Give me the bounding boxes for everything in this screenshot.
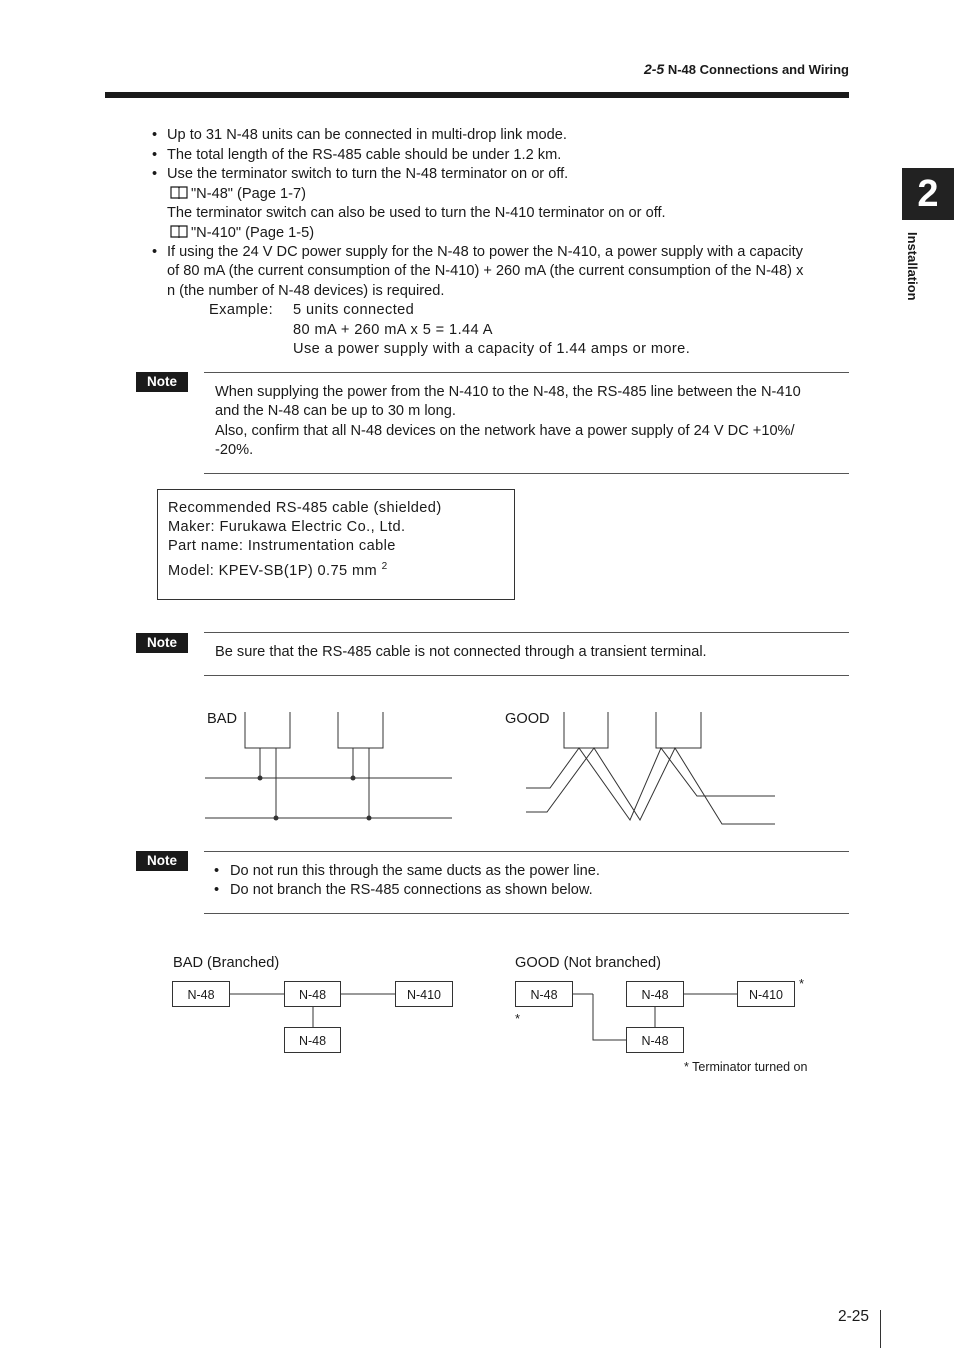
note-2-text: Be sure that the RS-485 cable is not connected through a transient terminal. — [215, 644, 707, 660]
node-n410: N-410 — [737, 981, 795, 1007]
note-1-line-4: -20%. — [215, 442, 254, 458]
note-rule-top — [204, 632, 849, 633]
note-badge: Note — [136, 372, 188, 392]
cable-spec-line-1: Recommended RS-485 cable (shielded) — [168, 500, 442, 516]
note-rule-bottom — [204, 913, 849, 914]
note-3-bullet-2: Do not branch the RS-485 connections as shown below. — [230, 882, 593, 898]
terminator-mark: * — [515, 1011, 521, 1026]
chapter-tab: 2 — [902, 168, 954, 220]
bullet-2: The total length of the RS-485 cable should be under 1.2 km. — [167, 147, 562, 163]
section-number: 2-5 — [643, 61, 665, 77]
bad-wiring — [205, 712, 452, 818]
bullet-3-continued: The terminator switch can also be used to turn the N-410 terminator on or off. — [167, 205, 666, 221]
example-label: Example: — [209, 302, 274, 318]
wiring-good-label: GOOD — [505, 711, 550, 727]
cable-spec-line-2: Maker: Furukawa Electric Co., Ltd. — [168, 519, 406, 535]
note-rule-bottom — [204, 675, 849, 676]
note-rule-top — [204, 851, 849, 852]
reference-text: "N-48" (Page 1-7) — [191, 186, 306, 202]
book-icon — [170, 225, 188, 238]
wiring-bad-label: BAD — [207, 711, 238, 727]
cable-spec-line-3: Part name: Instrumentation cable — [168, 538, 396, 554]
terminator-footnote: * Terminator turned on — [684, 1060, 808, 1074]
reference-link-n48[interactable] — [170, 185, 306, 205]
header-rule — [105, 92, 849, 98]
note-rule-bottom — [204, 473, 849, 474]
example-line-1: 5 units connected — [293, 302, 415, 318]
good-wiring — [526, 712, 775, 824]
node-n410: N-410 — [395, 981, 453, 1007]
cable-model: Model: KPEV-SB(1P) 0.75 mm — [168, 562, 378, 579]
book-icon — [170, 186, 188, 199]
reference-link-n410[interactable] — [170, 224, 314, 244]
bullet-dot: • — [152, 166, 158, 182]
page-number-bar — [880, 1310, 881, 1348]
bullet-4-line-3: n (the number of N-48 devices) is required. — [167, 283, 445, 299]
section-title: N-48 Connections and Wiring — [667, 62, 849, 77]
bullet-dot: • — [152, 244, 158, 260]
branch-diagram-lines — [0, 960, 954, 1070]
bad-branched-title: BAD (Branched) — [173, 955, 280, 971]
bullet-4-line-2: of 80 mA (the current consumption of the N-410) + 260 mA (the current consumption of the N-48) x — [167, 263, 804, 279]
node-n48: N-48 — [284, 1027, 341, 1053]
bullet-dot: • — [152, 147, 158, 163]
note-rule-top — [204, 372, 849, 373]
terminator-mark: * — [799, 976, 805, 991]
note-3-bullet-1: Do not run this through the same ducts as the power line. — [230, 863, 600, 879]
good-not-branched-title: GOOD (Not branched) — [515, 955, 661, 971]
wiring-diagram — [0, 700, 954, 840]
bullet-dot: • — [214, 863, 220, 879]
running-header — [644, 61, 849, 77]
node-n48: N-48 — [172, 981, 230, 1007]
bullet-4-line-1: If using the 24 V DC power supply for the N-48 to power the N-410, a power supply with a capacity — [167, 244, 803, 260]
node-n48: N-48 — [626, 1027, 684, 1053]
note-1-line-3: Also, confirm that all N-48 devices on the network have a power supply of 24 V DC +10%/ — [215, 423, 795, 439]
note-1-line-1: When supplying the power from the N-410 to the N-48, the RS-485 line between the N-410 — [215, 384, 801, 400]
superscript: 2 — [381, 561, 388, 572]
bullet-1: Up to 31 N-48 units can be connected in multi-drop link mode. — [167, 127, 567, 143]
node-n48: N-48 — [626, 981, 684, 1007]
example-line-3: Use a power supply with a capacity of 1.44 amps or more. — [293, 341, 691, 357]
note-badge: Note — [136, 851, 188, 871]
example-line-2: 80 mA + 260 mA x 5 = 1.44 A — [293, 322, 493, 338]
node-n48: N-48 — [284, 981, 341, 1007]
note-badge: Note — [136, 633, 188, 653]
node-n48: N-48 — [515, 981, 573, 1007]
note-1-line-2: and the N-48 can be up to 30 m long. — [215, 403, 456, 419]
cable-spec-line-4 — [168, 557, 388, 581]
chapter-side-label — [897, 232, 927, 322]
bullet-3: Use the terminator switch to turn the N-48 terminator on or off. — [167, 166, 569, 182]
reference-text: "N-410" (Page 1-5) — [191, 225, 315, 241]
bullet-dot: • — [214, 882, 220, 898]
bullet-dot: • — [152, 127, 158, 143]
page-number: 2-25 — [837, 1308, 869, 1325]
chapter-label: Installation — [905, 232, 920, 301]
